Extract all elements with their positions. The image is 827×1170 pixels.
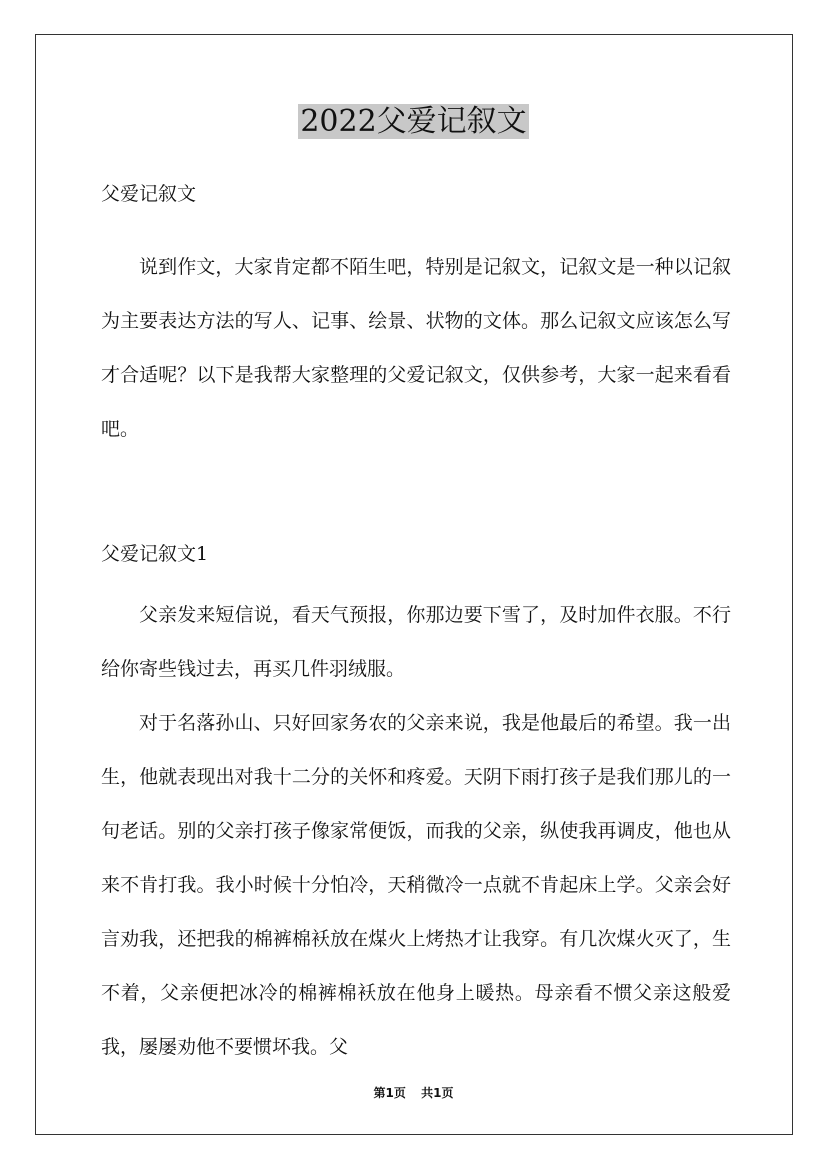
section1-paragraph-1: 父亲发来短信说，看天气预报，你那边要下雪了，及时加件衣服。不行给你寄些钱过去，再买几件羽绒服。 [101,604,731,680]
document-title: 2022父爱记叙文 [300,104,527,139]
section1-paragraph-2: 对于名落孙山、只好回家务农的父亲来说，我是他最后的希望。我一出生，他就表现出对我十二分的关怀和疼爱。天阴下雨打孩子是我们那儿的一句老话。别的父亲打孩子像家常便饭，而我的父亲，纵使我再调皮，他也从来不肯打我。我小时候十分怕冷，天稍微冷一点就不肯起床上学。父亲会好言劝我，还把我的棉裤棉袄放在煤火上烤热才让我穿。有几次煤火灭了，生不着，父亲便把冰冷的棉裤棉袄放在他身上暖热。母亲看不惯父亲这般爱我，屡屡劝他不要惯坏我。父 [101,712,731,1058]
page-number: 第1页 [373,1086,406,1100]
document-body [101,174,731,1074]
page-footer [0,1084,827,1101]
page-total: 共1页 [421,1086,454,1100]
intro-heading: 父爱记叙文 [101,183,197,205]
document-title-block [0,102,827,142]
intro-paragraph: 说到作文，大家肯定都不陌生吧，特别是记叙文，记叙文是一种以记叙为主要表达方法的写人、记事、绘景、状物的文体。那么记叙文应该怎么写才合适呢？以下是我帮大家整理的父爱记叙文，仅供参考，大家一起来看看吧。 [101,256,731,440]
section-gap [101,456,731,534]
section1-heading: 父爱记叙文1 [101,543,209,565]
